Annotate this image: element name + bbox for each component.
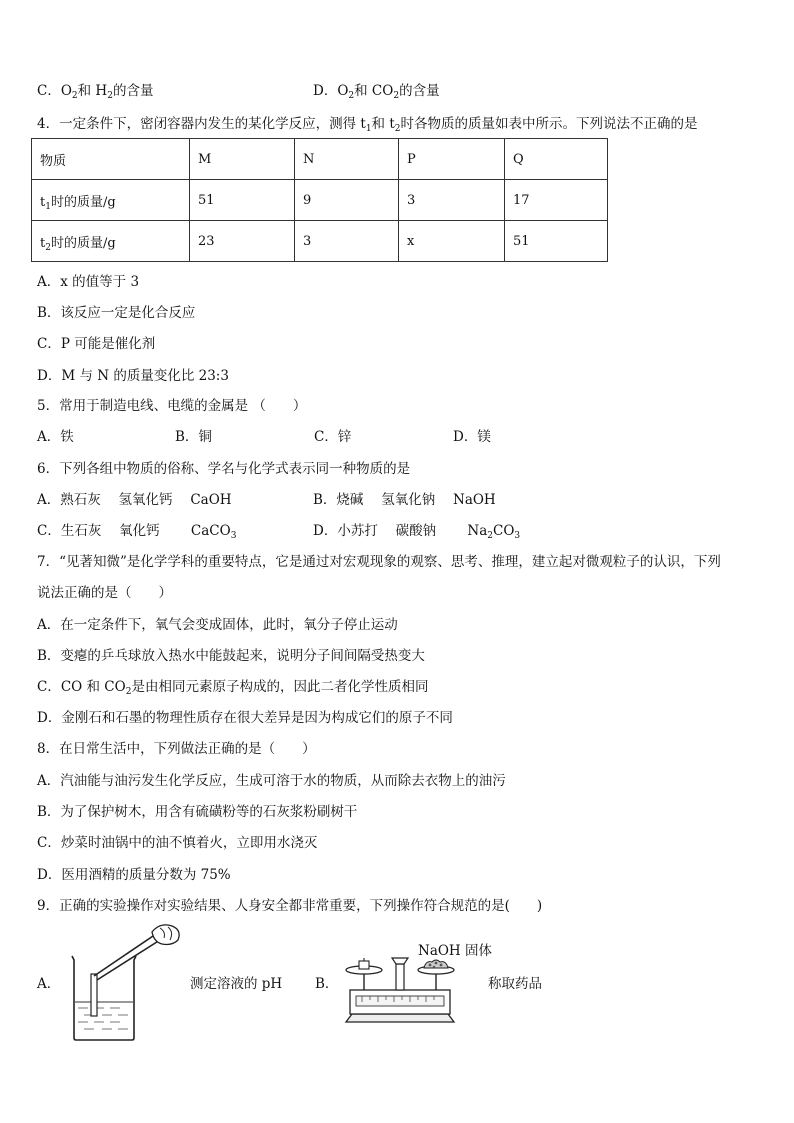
q8-option-a: A．汽油能与油污发生化学反应，生成可溶于水的物质，从而除去衣物上的油污: [37, 773, 506, 789]
q4-option-d: D．M 与 N 的质量变化比 23:3: [37, 368, 229, 384]
q6-option-d: D．小苏打 碳酸钠 $Na_2CO_3$: [313, 523, 521, 541]
table-header-row: [32, 139, 608, 180]
q9-option-b-letter: B．: [315, 976, 339, 992]
ph-test-beaker-figure: [64, 920, 194, 1045]
q6-option-a: A．熟石灰 氢氧化钙 CaOH: [37, 492, 232, 508]
q7-option-d: D．金刚石和石墨的物理性质存在很大差异是因为构成它们的原子不同: [37, 710, 453, 726]
q9-option-a-caption: 测定溶液的 pH: [190, 976, 283, 992]
q8-option-c: C．炒菜时油锅中的油不慎着火，立即用水浇灭: [37, 835, 318, 851]
q7-stem-line2: 说法正确的是（ ）: [37, 585, 172, 601]
table-cell: 9: [295, 180, 399, 221]
q4-option-a: A．x 的值等于 3: [37, 274, 140, 290]
table-cell: x: [399, 221, 505, 262]
q6-option-b: B．烧碱 氢氧化钠 NaOH: [313, 492, 496, 508]
row-label: $t_1$时的质量/g: [32, 180, 190, 221]
q9-option-b-caption: 称取药品: [488, 976, 542, 992]
naoh-solid-label: NaOH 固体: [418, 943, 492, 959]
table-cell: Q: [505, 139, 608, 180]
q4-data-table: [31, 138, 608, 262]
q7-option-a: A．在一定条件下，氧气会变成固体，此时，氧分子停止运动: [37, 617, 398, 633]
q3-option-c: C．$O_2$和 $H_2$的含量: [37, 83, 154, 101]
q7-stem-line1: 7．“见著知微”是化学学科的重要特点，它是通过对宏观现象的观察、思考、推理，建立起对微观粒子的认识，下列: [37, 554, 721, 570]
q6-option-c: C．生石灰 氧化钙 CaCO$_3$: [37, 523, 237, 541]
table-cell: N: [295, 139, 399, 180]
q3-option-d: D．$O_2$和 $CO_2$的含量: [313, 83, 440, 101]
q5-option-b: B．铜: [175, 429, 212, 445]
table-cell: 51: [505, 221, 608, 262]
row-label: $t_2$时的质量/g: [32, 221, 190, 262]
q5-stem: 5．常用于制造电线、电缆的金属是 （ ）: [37, 398, 307, 414]
q4-stem: 4．一定条件下，密闭容器内发生的某化学反应，测得 $t_1$和 $t_2$时各物质的质量如表中所示。下列说法不正确的是: [37, 116, 698, 134]
table-cell: 3: [399, 180, 505, 221]
table-row: [32, 221, 608, 262]
balance-scale-figure: [340, 950, 460, 1030]
table-cell: P: [399, 139, 505, 180]
table-cell: 3: [295, 221, 399, 262]
table-row: [32, 180, 608, 221]
table-cell: 物质: [32, 139, 190, 180]
q4-option-c: C．P 可能是催化剂: [37, 336, 156, 352]
q4-option-b: B．该反应一定是化合反应: [37, 305, 196, 321]
q5-option-c: C．锌: [314, 429, 352, 445]
q5-option-d: D．镁: [453, 429, 491, 445]
q8-option-d: D．医用酒精的质量分数为 75%: [37, 867, 231, 883]
q8-stem: 8．在日常生活中，下列做法正确的是（ ）: [37, 741, 316, 757]
table-cell: M: [190, 139, 295, 180]
q5-option-a: A．铁: [37, 429, 74, 445]
q6-stem: 6．下列各组中物质的俗称、学名与化学式表示同一种物质的是: [37, 461, 411, 477]
q7-option-b: B．变瘪的乒乓球放入热水中能鼓起来，说明分子间间隔受热变大: [37, 648, 425, 664]
q9-option-a-letter: A．: [37, 976, 61, 992]
table-cell: 17: [505, 180, 608, 221]
table-cell: 51: [190, 180, 295, 221]
q9-stem: 9．正确的实验操作对实验结果、人身安全都非常重要，下列操作符合规范的是( ): [37, 898, 543, 914]
q8-option-b: B．为了保护树木，用含有硫磺粉等的石灰浆粉刷树干: [37, 804, 358, 820]
q7-option-c: C．CO 和 $CO_2$是由相同元素原子构成的，因此二者化学性质相同: [37, 679, 429, 697]
table-cell: 23: [190, 221, 295, 262]
